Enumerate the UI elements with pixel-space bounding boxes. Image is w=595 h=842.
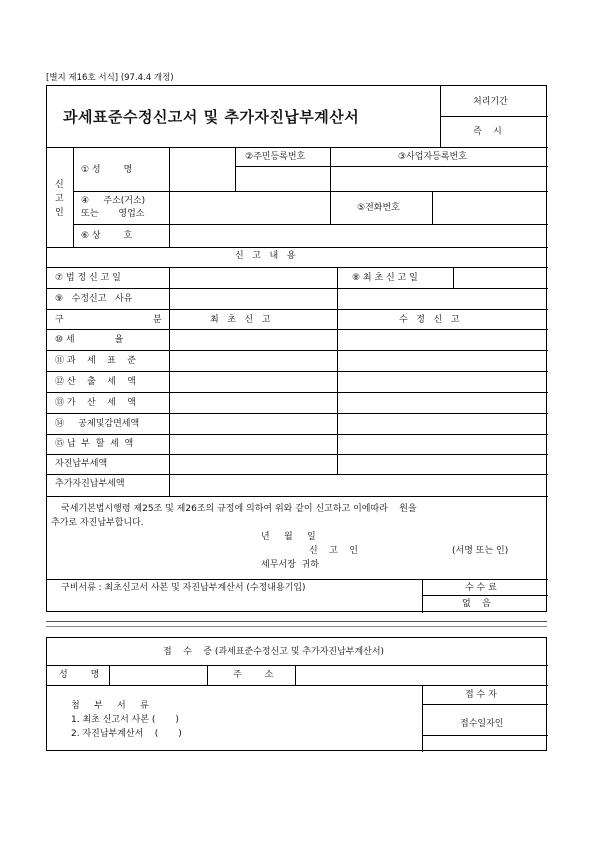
declaration-text-2: 추가로 자진납부합니다. xyxy=(51,518,144,528)
declaration-text: 국세기본법시행령 제25조 및 제26조의 규정에 의하여 위와 같이 신고하고 이에따라 원을 xyxy=(61,504,417,514)
trade-name-label: ⑥ 상 호 xyxy=(81,231,133,241)
processing-period-value: 즉 시 xyxy=(473,127,502,137)
table-row: 추가자진납부세액 xyxy=(55,479,125,489)
sign-note: (서명 또는 인) xyxy=(452,546,509,556)
receipt-form xyxy=(46,637,547,751)
table-row: ⑪ 과 세 표 준 xyxy=(55,356,136,366)
business-number-label: ③사업자등록번호 xyxy=(398,152,467,162)
first-report-header: 최 초 신 고 xyxy=(210,315,271,325)
address-label-2: 또는 영업소 xyxy=(81,209,145,219)
receipt-address-label: 주 소 xyxy=(233,670,274,680)
table-row: ⑩ 세 율 xyxy=(55,335,124,345)
stamp-label: 접수일자인 xyxy=(460,719,504,729)
attached-item-2: 2. 자진납부계산서 ( ) xyxy=(71,729,182,739)
name-label: ① 성 명 xyxy=(81,165,133,175)
table-row: ⑬ 가 산 세 액 xyxy=(55,398,136,408)
page-title: 과세표준수정신고서 및 추가자진납부계산서 xyxy=(63,108,360,126)
receipt-title: 접 수 증 (과세표준수정신고 및 추가자진납부계산서) xyxy=(163,647,385,657)
table-row: ⑭ 공제및감면세액 xyxy=(55,419,140,429)
processing-period-label: 처리기간 xyxy=(473,97,508,107)
attached-item-1: 1. 최초 신고서 사본 ( ) xyxy=(71,715,179,725)
form-number: [별지 제16호 서식] (97.4.4 개정) xyxy=(46,73,174,83)
receipt-name-label: 성 명 xyxy=(59,670,100,680)
cut-line xyxy=(46,621,547,622)
resident-number-label: ②주민등록번호 xyxy=(245,152,306,162)
statutory-date-label: ⑦ 법 정 신 고 일 xyxy=(55,273,121,283)
fee-value: 없 음 xyxy=(462,599,491,609)
address-label: ④ 주소(거소) xyxy=(81,196,146,206)
reason-label: ⑨ 수정신고 사유 xyxy=(55,294,133,304)
phone-label: ⑤전화번호 xyxy=(357,203,400,213)
fee-label: 수 수 료 xyxy=(465,583,497,593)
receiver-label: 접 수 자 xyxy=(465,690,497,700)
table-row: ⑫ 산 출 세 액 xyxy=(55,377,136,387)
table-row: 자진납부세액 xyxy=(55,459,108,469)
content-header: 신 고 내 용 xyxy=(235,251,296,261)
signer-label: 신 고 인 xyxy=(309,546,358,556)
first-date-label: ⑧ 최 초 신 고 일 xyxy=(352,273,418,283)
attached-documents-title: 첨 부 서 류 xyxy=(71,701,149,711)
section-label-end: 분 xyxy=(153,315,162,325)
addressee: 세무서장 귀하 xyxy=(261,560,319,570)
section-label: 구 xyxy=(55,315,64,325)
applicant-label: 신 고 인 xyxy=(55,180,64,218)
table-row: ⑮ 납 부 할 세 액 xyxy=(55,439,134,449)
declaration-date: 년 월 일 xyxy=(261,532,316,542)
attachments-text: 구비서류 : 최초신고서 사본 및 자진납부계산서 (수정내용기입) xyxy=(61,583,306,593)
main-form xyxy=(46,85,547,612)
cut-line-2 xyxy=(46,626,547,627)
amended-report-header: 수 정 신 고 xyxy=(399,315,460,325)
